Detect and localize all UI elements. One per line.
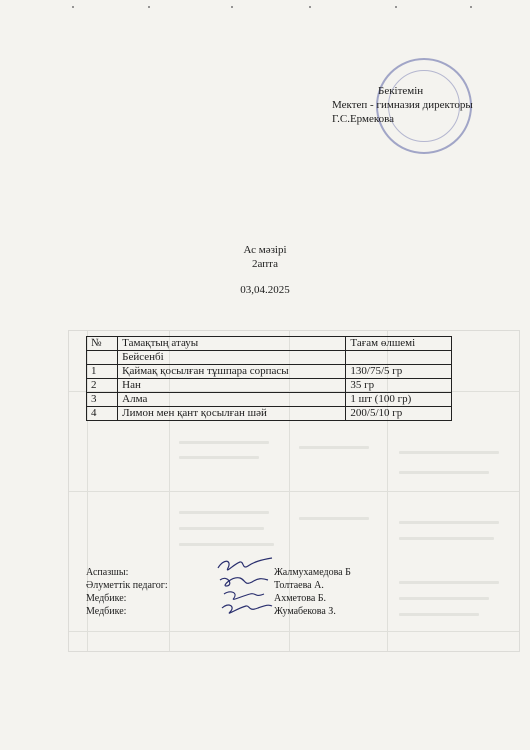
staff-row <box>86 579 386 592</box>
table-row <box>87 379 452 393</box>
approval-position: Мектеп - гимназия директоры <box>332 99 473 111</box>
row-dish-name: Лимон мен қант қосылған шәй <box>118 407 346 421</box>
row-number: 3 <box>87 393 118 407</box>
scan-edge-marks <box>0 6 530 12</box>
table-row <box>87 407 452 421</box>
week-label: 2апта <box>252 258 278 270</box>
day-empty-cell <box>346 351 452 365</box>
table-row <box>87 393 452 407</box>
table-header-row <box>87 337 452 351</box>
row-portion: 130/75/5 гр <box>346 365 452 379</box>
document-date: 03,04.2025 <box>240 284 290 296</box>
approval-director-name: Г.С.Ермекова <box>332 113 395 125</box>
staff-list <box>86 566 386 618</box>
row-dish-name: Нан <box>118 379 346 393</box>
staff-role: Медбике: <box>86 606 127 617</box>
row-number: 4 <box>87 407 118 421</box>
staff-role: Әлуметтік педагог: <box>86 580 168 591</box>
approval-block <box>332 84 473 126</box>
header-dish-name: Тамақтың атауы <box>118 337 346 351</box>
staff-role: Медбике: <box>86 593 127 604</box>
staff-name: Ахметова Б. <box>274 593 326 604</box>
row-number: 2 <box>87 379 118 393</box>
staff-name: Жумабекова З. <box>274 606 336 617</box>
row-portion: 35 гр <box>346 379 452 393</box>
row-portion: 1 шт (100 гр) <box>346 393 452 407</box>
row-dish-name: Алма <box>118 393 346 407</box>
staff-role: Аспазшы: <box>86 567 129 578</box>
staff-name: Толтаева А. <box>274 580 324 591</box>
row-dish-name: Қаймақ қосылған тұшпара сорпасы <box>118 365 346 379</box>
staff-row <box>86 566 386 579</box>
day-label: Бейсенбі <box>118 351 346 365</box>
table-row <box>87 365 452 379</box>
document-title: Ас мәзірі <box>243 244 287 256</box>
header-number: № <box>87 337 118 351</box>
staff-row <box>86 592 386 605</box>
approval-label: Бекітемін <box>378 85 424 97</box>
staff-row <box>86 605 386 618</box>
staff-name: Жалмухамедова Б <box>274 567 351 578</box>
menu-table <box>86 336 452 421</box>
row-portion: 200/5/10 гр <box>346 407 452 421</box>
table-day-row <box>87 351 452 365</box>
header-portion: Тағам өлшемі <box>346 337 452 351</box>
day-empty-cell <box>87 351 118 365</box>
row-number: 1 <box>87 365 118 379</box>
